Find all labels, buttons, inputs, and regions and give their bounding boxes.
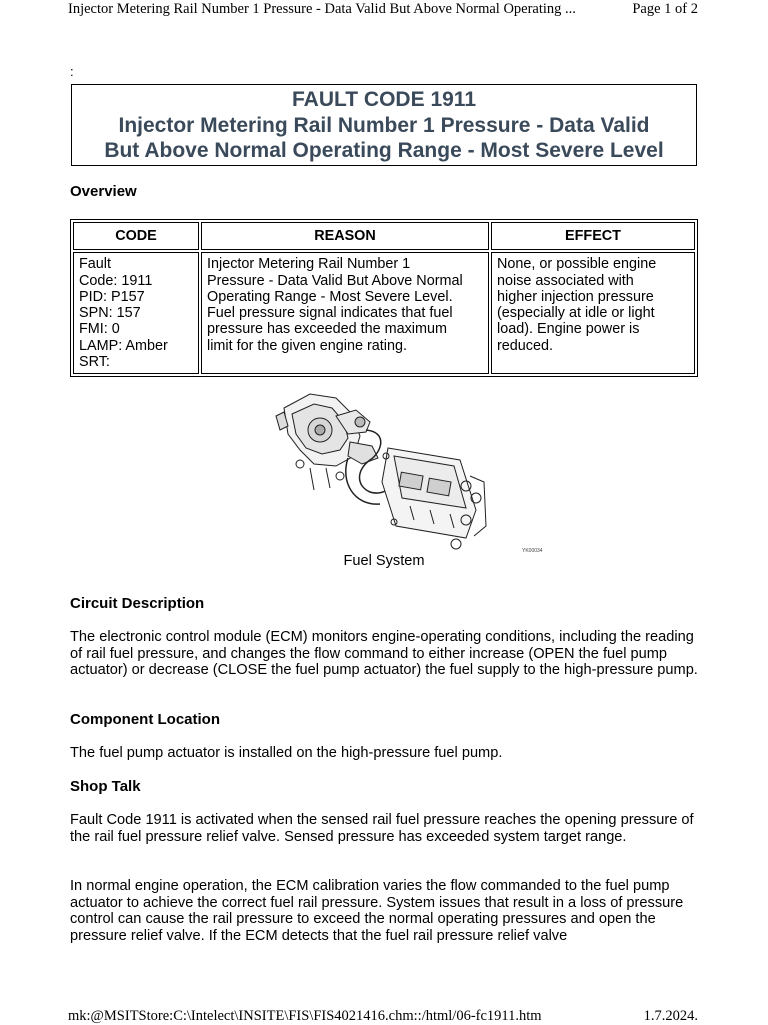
column-header-reason: REASON [201,222,489,250]
reason-line: Fuel pressure signal indicates that fuel [207,305,453,322]
shop-talk-paragraph-2: In normal engine operation, the ECM calibration varies the flow commanded to the fuel pump actuator to achieve the correct fuel rail pressure. System issues that result in a loss of pressure control can cause the rail pressure to exceed the normal operating pressures and open the pressure relief valve. If the ECM detects that the fuel rail pressure relief valve [70,878,684,944]
effect-line: reduced. [497,337,554,354]
page-header [68,0,700,20]
code-line: Fault [79,256,111,273]
code-line: Code: 1911 [79,272,153,289]
page-number: Page 1 of 2 [632,1,698,17]
effect-line: None, or possible engine [497,256,657,273]
component-location-heading: Component Location [70,711,220,728]
footer-date: 1.7.2024. [643,1008,698,1024]
effect-line: (especially at idle or light [497,305,655,322]
table-row [73,252,695,374]
overview-heading: Overview [70,183,137,200]
table-header-row [73,222,695,250]
fault-description-line-2: But Above Normal Operating Range - Most Severe Level [104,139,664,162]
reason-cell [201,252,489,374]
column-header-code: CODE [73,222,199,250]
reason-line: limit for the given engine rating. [207,337,407,354]
footer-path: mk:@MSITStore:C:\Intelect\INSITE\FIS\FIS4021416.chm::/html/06-fc1911.htm [68,1008,542,1024]
effect-line: higher injection pressure [497,288,654,305]
overview-table [70,219,698,377]
fuel-system-figure [270,386,543,558]
effect-line: load). Engine power is [497,321,640,338]
shop-talk-paragraph-1: Fault Code 1911 is activated when the sensed rail fuel pressure reaches the opening pressure of the rail fuel pressure relief valve. Sensed pressure has exceeded system target range. [70,812,694,845]
component-location-text: The fuel pump actuator is installed on the high-pressure fuel pump. [70,745,503,761]
shop-talk-heading: Shop Talk [70,778,141,795]
fuel-system-illustration [270,386,543,558]
fault-code-title: FAULT CODE 1911 [292,88,476,111]
code-line: LAMP: Amber [79,337,168,354]
code-line: FMI: 0 [79,321,120,338]
circuit-description-heading: Circuit Description [70,595,205,612]
effect-cell [491,252,695,374]
column-header-effect: EFFECT [491,222,695,250]
reason-line: Injector Metering Rail Number 1 [207,256,411,273]
code-line: PID: P157 [79,288,145,305]
figure-caption: Fuel System [343,553,425,569]
fault-description-line-1: Injector Metering Rail Number 1 Pressure - Data Valid [118,114,650,137]
circuit-description-text: The electronic control module (ECM) monitors engine-operating conditions, including the reading of rail fuel pressure, and changes the flow command to either increase (OPEN the fuel pump actuator) or decrease (CLOSE the fuel pump actuator) the fuel supply to the high-pressure pump. [70,629,698,678]
effect-line: noise associated with [497,272,634,289]
code-cell [73,252,199,374]
code-line: SPN: 157 [79,305,141,322]
colon-mark: : [70,64,74,79]
page-footer [68,1008,700,1025]
code-line: SRT: [79,354,110,371]
header-title: Injector Metering Rail Number 1 Pressure - Data Valid But Above Normal Operating ... [68,1,576,17]
figure-tag: YK00034 [522,548,543,554]
reason-line: Pressure - Data Valid But Above Normal [207,272,463,289]
reason-line: pressure has exceeded the maximum [207,321,447,338]
reason-line: Operating Range - Most Severe Level. [207,288,453,305]
title-box [71,84,697,166]
